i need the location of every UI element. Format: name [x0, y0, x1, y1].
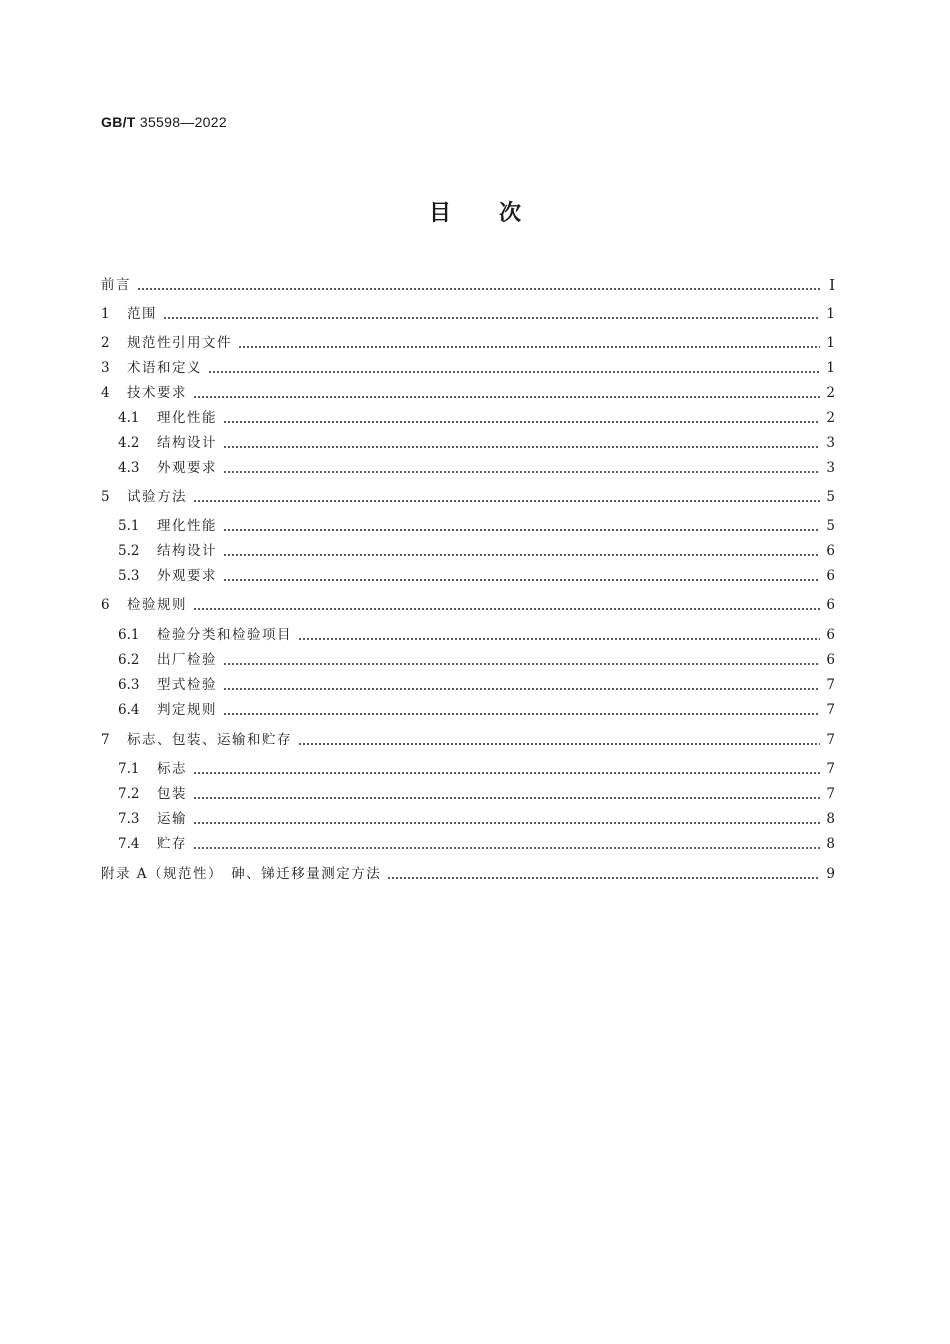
toc-entry-number: 3 — [101, 360, 110, 376]
toc-entry-page: 8 — [826, 836, 835, 852]
toc-entry-number: 6.1 — [118, 627, 140, 643]
toc-entry-label: 外观要求 — [157, 460, 217, 476]
dot-leader — [223, 471, 820, 473]
toc-entry[interactable] — [101, 760, 835, 778]
toc-entry-number: 4.1 — [118, 410, 140, 426]
toc-entry[interactable] — [101, 676, 835, 694]
toc-entry-page: 3 — [826, 435, 835, 451]
toc-entry-number: 5.1 — [118, 518, 140, 534]
toc-entry[interactable] — [101, 701, 835, 719]
dot-leader — [223, 421, 820, 423]
toc-entry-page: 8 — [826, 811, 835, 827]
toc-entry-number: 1 — [101, 306, 110, 322]
toc-entry-label: 标志 — [157, 761, 187, 777]
toc-entry-label: 附录 A（规范性） 砷、锑迁移量测定方法 — [101, 866, 382, 882]
toc-entry-label: 型式检验 — [157, 677, 217, 693]
toc-entry-label: 规范性引用文件 — [127, 335, 232, 351]
toc-entry[interactable] — [101, 384, 835, 402]
toc-entry-page: 3 — [826, 460, 835, 476]
dot-leader — [137, 288, 821, 290]
toc-entry-label: 贮存 — [157, 836, 187, 852]
toc-entry[interactable] — [101, 542, 835, 560]
toc-entry-page: 1 — [826, 360, 835, 376]
toc-entry-label: 前言 — [101, 277, 131, 293]
page-title — [0, 196, 950, 227]
title-char-1: 目 — [428, 201, 451, 226]
toc-entry[interactable] — [101, 785, 835, 803]
dot-leader — [193, 396, 820, 398]
toc-entry-number: 4 — [101, 385, 110, 401]
toc-entry-page: 1 — [826, 335, 835, 351]
toc-entry[interactable] — [101, 517, 835, 535]
dot-leader — [193, 847, 820, 849]
toc-entry[interactable] — [101, 567, 835, 585]
toc-entry-page: 7 — [826, 702, 835, 718]
toc-entry-label: 出厂检验 — [157, 652, 217, 668]
toc-entry-label: 判定规则 — [157, 702, 217, 718]
toc-entry-number: 7.2 — [118, 786, 140, 802]
toc-entry-page: 7 — [826, 786, 835, 802]
toc-entry-number: 6.2 — [118, 652, 140, 668]
toc-entry-label: 检验规则 — [127, 597, 187, 613]
dot-leader — [238, 346, 820, 348]
toc-entry-page: 5 — [826, 489, 835, 505]
dot-leader — [223, 713, 820, 715]
toc-entry-page: I — [829, 276, 835, 294]
dot-leader — [298, 743, 820, 745]
dot-leader — [223, 663, 820, 665]
toc-entry-label: 结构设计 — [157, 435, 217, 451]
toc-entry-label: 术语和定义 — [127, 360, 202, 376]
dot-leader — [223, 529, 820, 531]
toc-entry-page: 6 — [826, 568, 835, 584]
toc-entry[interactable] — [101, 731, 835, 749]
toc-entry-number: 5.2 — [118, 543, 140, 559]
toc-entry-page: 9 — [826, 866, 835, 882]
toc-entry-page: 6 — [826, 627, 835, 643]
toc-entry-number: 4.3 — [118, 460, 140, 476]
dot-leader — [387, 877, 820, 879]
toc-entry[interactable] — [101, 409, 835, 427]
toc-entry[interactable] — [101, 835, 835, 853]
dot-leader — [298, 638, 820, 640]
toc-entry-number: 6 — [101, 597, 110, 613]
toc-entry[interactable] — [101, 459, 835, 477]
toc-entry[interactable] — [101, 596, 835, 614]
toc-entry[interactable] — [101, 865, 835, 883]
toc-entry-label: 理化性能 — [157, 410, 217, 426]
dot-leader — [193, 797, 820, 799]
toc-entry-page: 6 — [826, 543, 835, 559]
toc-entry-number: 2 — [101, 335, 110, 351]
dot-leader — [193, 500, 820, 502]
toc-entry[interactable] — [101, 359, 835, 377]
toc-entry-label: 运输 — [157, 811, 187, 827]
toc-entry-page: 7 — [826, 677, 835, 693]
toc-entry-page: 6 — [826, 652, 835, 668]
toc-entry-page: 5 — [826, 518, 835, 534]
toc-entry-label: 标志、包装、运输和贮存 — [127, 732, 292, 748]
toc-entry-page: 2 — [826, 385, 835, 401]
dot-leader — [193, 822, 820, 824]
toc-entry[interactable] — [101, 434, 835, 452]
toc-entry-label: 外观要求 — [157, 568, 217, 584]
toc-entry-label: 范围 — [127, 306, 157, 322]
toc-entry-number: 7.1 — [118, 761, 140, 777]
toc-entry-number: 6.3 — [118, 677, 140, 693]
toc-entry-label: 结构设计 — [157, 543, 217, 559]
toc-entry-label: 技术要求 — [127, 385, 187, 401]
dot-leader — [223, 688, 820, 690]
toc-entry-number: 6.4 — [118, 702, 140, 718]
toc-entry-number: 7.3 — [118, 811, 140, 827]
dot-leader — [208, 371, 820, 373]
toc-entry-page: 7 — [826, 761, 835, 777]
toc-entry[interactable] — [101, 626, 835, 644]
toc-entry[interactable] — [101, 305, 835, 323]
toc-entry-page: 1 — [826, 306, 835, 322]
dot-leader — [193, 772, 820, 774]
toc-entry[interactable] — [101, 488, 835, 506]
toc-entry-number: 5.3 — [118, 568, 140, 584]
toc-entry-page: 6 — [826, 597, 835, 613]
toc-entry-number: 7 — [101, 732, 110, 748]
toc-entry-label: 理化性能 — [157, 518, 217, 534]
toc-entry[interactable] — [101, 276, 835, 294]
toc-entry-label: 包装 — [157, 786, 187, 802]
toc-entry[interactable] — [101, 334, 835, 352]
toc-entry-number: 5 — [101, 489, 110, 505]
toc-entry-label: 检验分类和检验项目 — [157, 627, 292, 643]
dot-leader — [223, 554, 820, 556]
dot-leader — [223, 446, 820, 448]
standard-prefix: GB/T — [101, 114, 136, 130]
toc-entry-page: 2 — [826, 410, 835, 426]
toc-entry-page: 7 — [826, 732, 835, 748]
toc-entry-number: 7.4 — [118, 836, 140, 852]
dot-leader — [223, 579, 820, 581]
title-char-2: 次 — [499, 201, 522, 226]
toc-entry-label: 试验方法 — [127, 489, 187, 505]
dot-leader — [163, 317, 820, 319]
dot-leader — [193, 608, 820, 610]
toc-entry[interactable] — [101, 651, 835, 669]
standard-code — [101, 114, 227, 130]
standard-number: 35598—2022 — [139, 114, 227, 130]
toc-entry-number: 4.2 — [118, 435, 140, 451]
toc-entry[interactable] — [101, 810, 835, 828]
